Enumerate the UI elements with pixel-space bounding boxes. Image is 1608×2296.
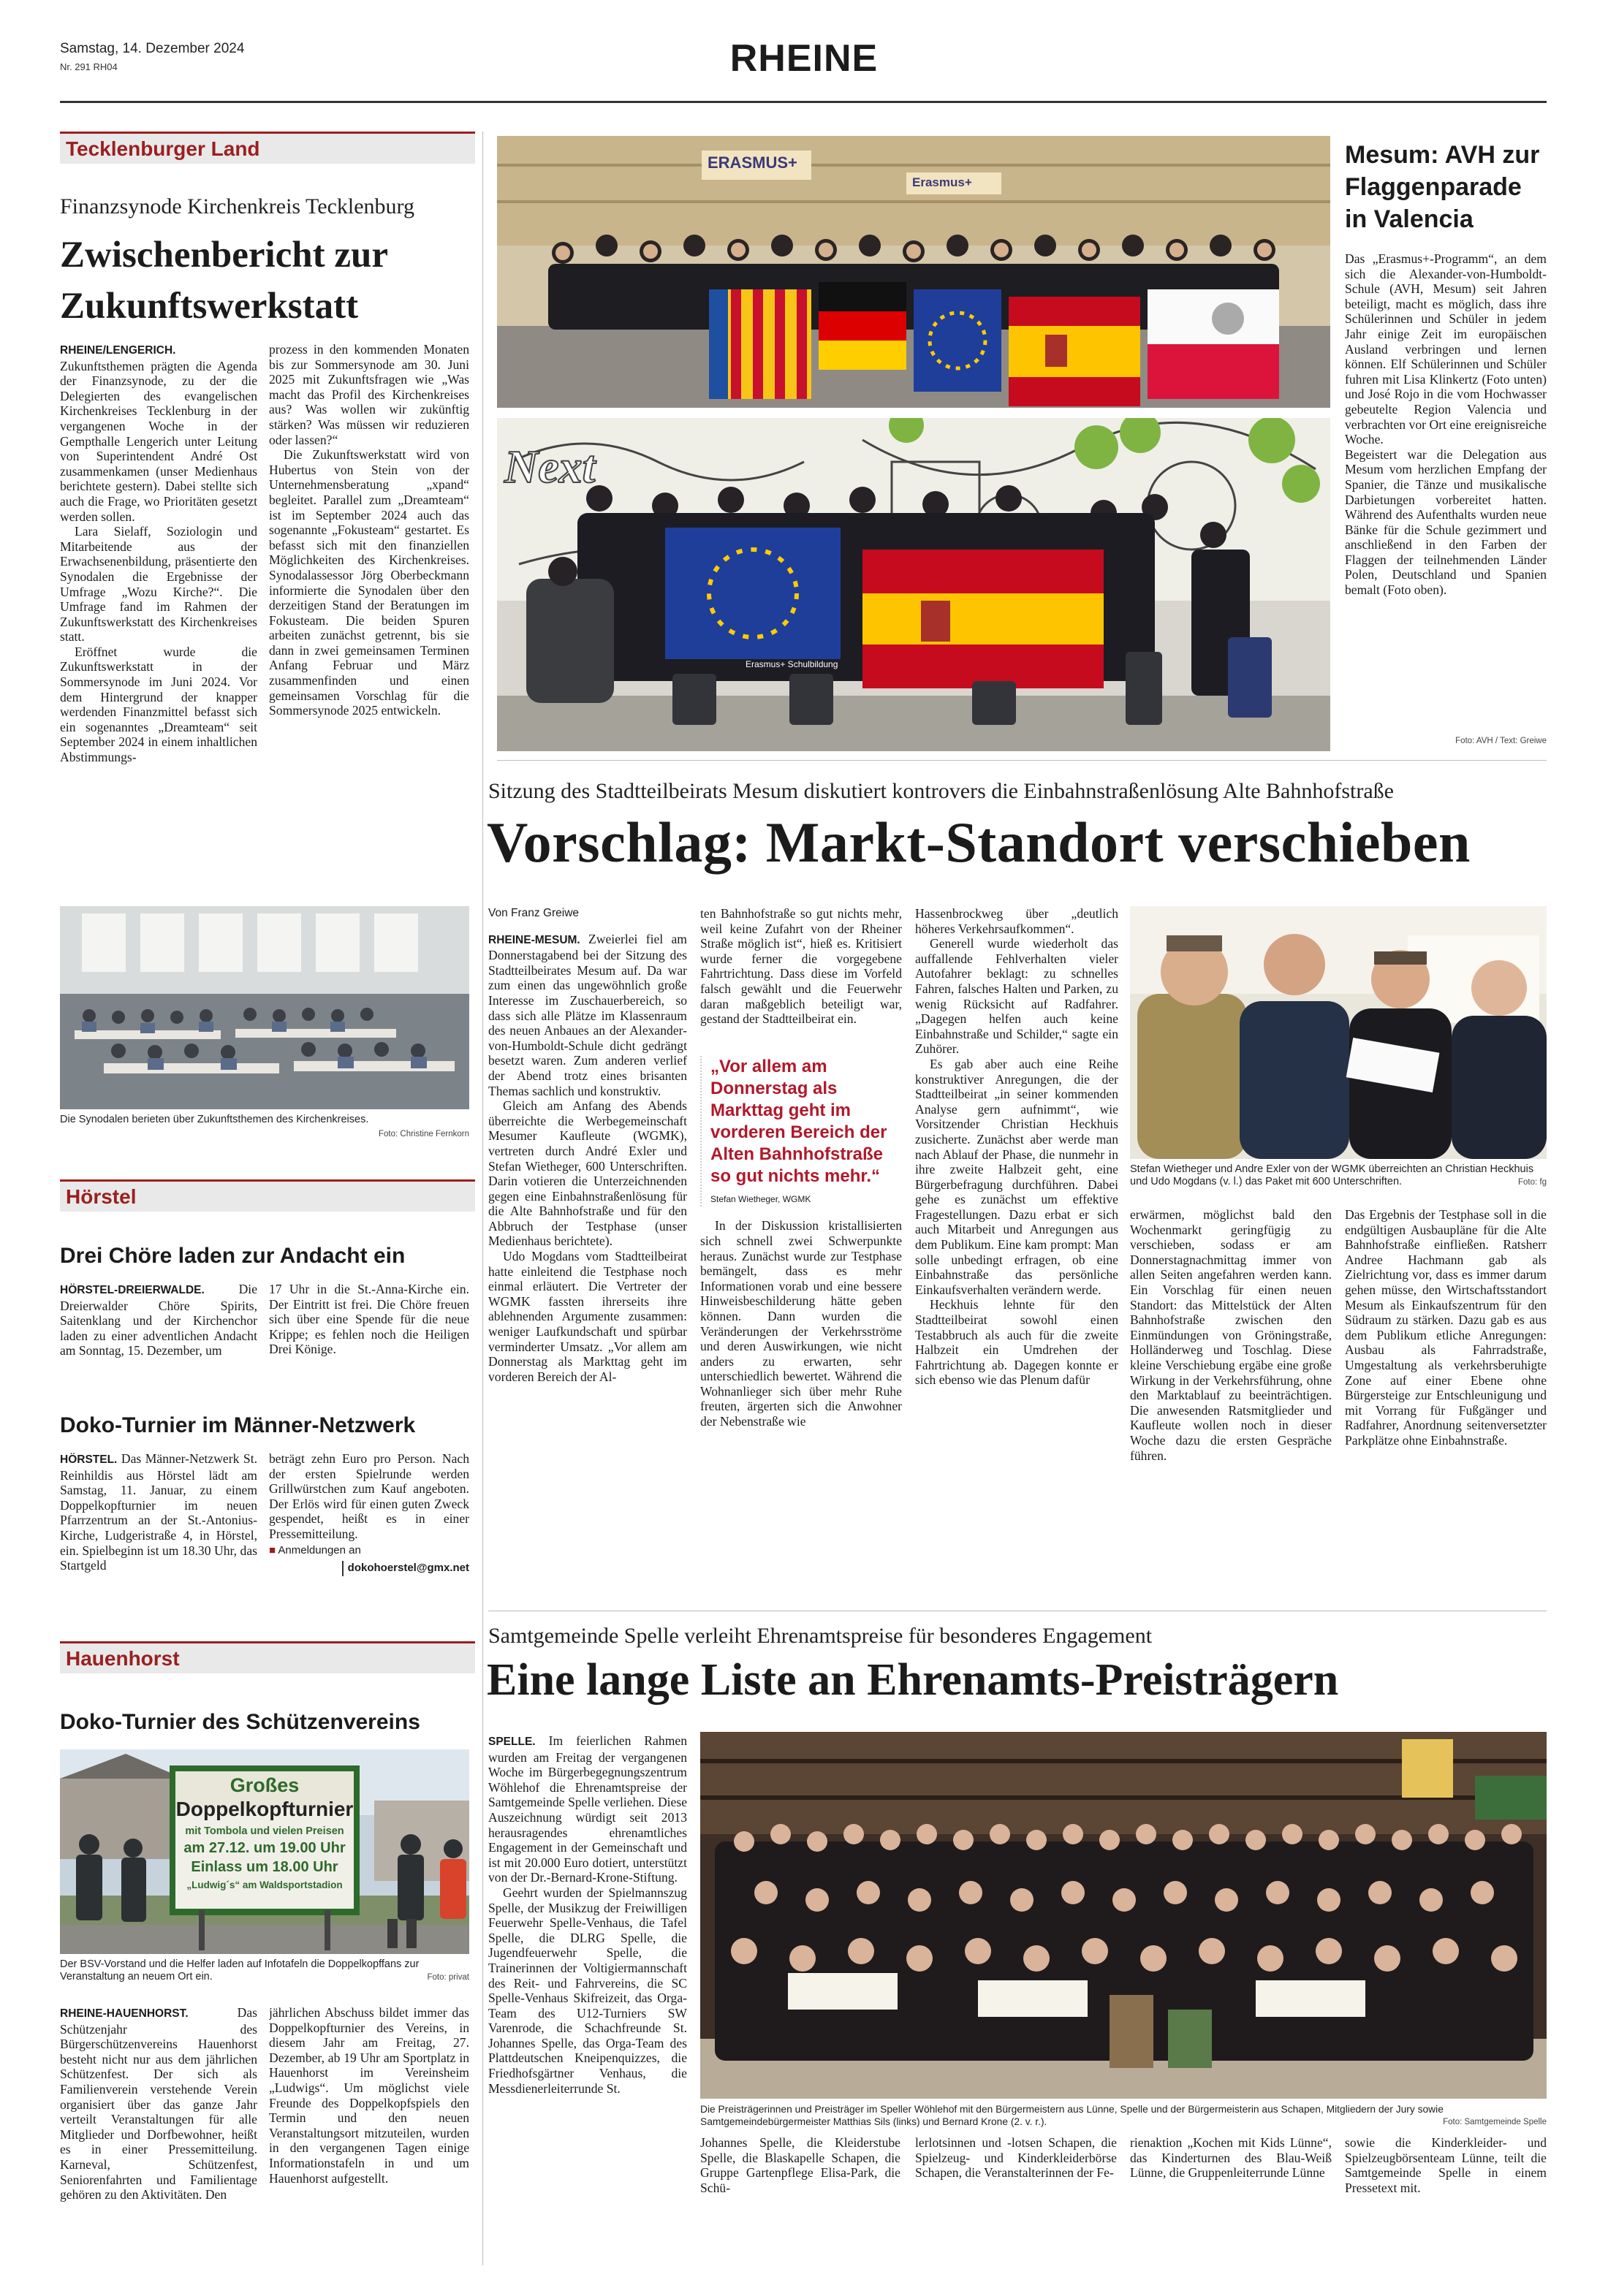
paragraph: Das „Erasmus+-Programm“, an dem sich die Alexander-von-Humboldt-Schule (AVH, Mesum) seit Jahren beteiligt, macht es möglich, dass ihre Schülerinnen und Schüler in jedem Jahr einige Zeit im europäischen Ausland verbringen und lernen können. Elf Schülerinnen und Schüler fuhren mit Lisa Klinkertz (Foto unten) und José Rojo in die vom Hochwasser gebeutelte Region Valencia und verbrachten vor Ort eine ereignisreiche Woche.: [1345, 251, 1547, 447]
synod-photo: [60, 906, 469, 1109]
issue-number: Nr. 291 RH04: [60, 61, 118, 72]
photo-caption: Die Preisträgerinnen und Preisträger im Speller Wöhlehof mit den Bürgermeistern aus Lünne, Spelle und der Bürgermeisterin aus Schapen, Mitgliedern der Jury sowie Samtgemeindebürgermeister Matthias Sils (links) und Bernard Krone (2. v. r.).: [700, 2104, 1444, 2127]
section-hauenhorst: Hauenhorst: [60, 1641, 475, 1673]
page-title: RHEINE: [729, 37, 879, 80]
sign-line: Einlass um 18.00 Uhr: [191, 1859, 338, 1875]
article-headline: Doko-Turnier im Männer-Netzwerk: [60, 1413, 416, 1437]
article-headline: Drei Chöre laden zur Andacht ein: [60, 1244, 406, 1268]
article-column: [915, 2135, 1117, 2181]
sign-subtitle: Doppelkopfturnier: [175, 1798, 354, 1820]
article-headline: Vorschlag: Markt-Standort verschieben: [487, 810, 1471, 874]
paragraph: Die Zukunftswerkstatt wird von Hubertus von Stein von der Unternehmensberatung „xpand“ begleitet. Parallel zum „Dreamteam“ ist im September 2024 auch das sogenannte „Fokusteam“ gestartet. Es befasst sich mit den finanziellen Möglichkeiten des Kirchenkreises. Synodalassessor Jörg Oberbeckmann informierte die Synodalen über den derzeitigen Stand der Beratungen im Fokusteam. Die beiden Spuren arbeiten zunächst getrennt, bis sie dann in zwei gemeinsamen Terminen Anfang Februar und März zusammenfinden und einen gemeinsamen Vorschlag für die Sommersynode 2025 entwickeln.: [269, 447, 469, 718]
paragraph: RHEINE-MESUM. Zweierlei fiel am Donnerstagabend bei der Sitzung des Stadtteilbeirates Mesum auf. Da war zum einen das ungewöhnlich große Interesse im Zuschauerbereich, so dass sich alle Plätze im Klassenraum des neuen Anbaues an der Alexander-von-Humboldt-Schule dicht gedrängt besetzt waren. Zum anderen verlief der Abend trotz eines brisanten Themas sachlich und konstruktiv.: [488, 931, 687, 1098]
article-column: [1130, 2135, 1332, 2181]
photo-credit: Foto: privat: [427, 1973, 469, 1982]
article-column: [700, 906, 902, 1429]
photo-credit: Foto: fg: [1518, 1178, 1547, 1187]
tournament-sign-photo: [60, 1749, 469, 1954]
paragraph: SPELLE. Im feierlichen Rahmen wurden am Freitag der vergangenen Woche im Bürgerbegegnungszentrum Wöhlehof die Ehrenamtspreise der Samtgemeinde Spelle verliehen. Diese Auszeichnung würdigt seit 2013 herausragendes ehrenamtliches Engagement in der Gemeinschaft und ist mit 20.000 Euro dotiert, unterstützt von der Dr.-Bernard-Krone-Stiftung.: [488, 1733, 687, 1885]
paragraph: Udo Mogdans vom Stadtteilbeirat hatte einleitend die Testphase noch einmal erläutert. Die Vertreter der WGMK fassten ihrerseits ihre ablehnenden Argumente zusammen: weniger Laufkundschaft und spürbar verminderter Umsatz. „Vor allem am Donnerstag als Markttag geht im vorderen Bereich der Al-: [488, 1249, 687, 1384]
paragraph: HÖRSTEL-DREIERWALDE. Die Dreierwalder Chöre Spirits, Saitenklang und der Kirchenchor laden zu einer adventlichen Andacht am Sonntag, 15. Dezember, um: [60, 1282, 257, 1358]
mural-lettering: Next: [504, 441, 596, 493]
registration-note: ■ Anmeldungen an: [269, 1543, 361, 1556]
article-column: [488, 906, 687, 1384]
masthead-rule: [60, 101, 1547, 103]
article-column: [488, 1733, 687, 2211]
paragraph: jährlichen Abschuss bildet immer das Doppelkopfturnier des Vereins, in diesem Jahr am Freitag, 27. Dezember, ab 19 Uhr am Sportplatz in Hauenhorst im Vereinsheim „Ludwigs“. Um möglichst viele Freunde des Doppelkopfspiels den Termin und den neuen Veranstaltungsort mitzuteilen, wurden in den vergangenen Tagen einige Informationstafeln in und um Hauenhorst aufgestellt.: [269, 2005, 469, 2186]
article-column: [269, 342, 469, 893]
paragraph: Es gab aber auch eine Reihe konstruktiver Anregungen, die der Stadtteilbeirat „in seiner kommenden Analyse gern aufnimmt“, wie Vorsitzender Christian Heckhuis zusicherte. Zunächst aber werde man nach Ablauf der Phase, die nunmehr in ihre zweite Halbzeit geht, eine Bürgerbefragung durchführen. Dabei gehe es zunächst um effektive Fragestellungen. Dazu erbat er sich auch Mitarbeit und Anregungen aus dem Publikum. Eine kam prompt: Man solle unbedingt erfragen, ob eine Einbahnstraße das persönliche Einkaufsverhalten verändern werde.: [915, 1056, 1118, 1297]
sign-title: Großes: [230, 1774, 300, 1796]
paragraph: Johannes Spelle, die Kleiderstube Spelle, die Blaskapelle Schapen, die Gruppe Gartenpflege Elisa-Park, die Schü-: [700, 2135, 900, 2195]
paragraph: lerlotsinnen und -lotsen Schapen, die Spielzeug- und Kinderkleiderbörse Schapen, die Veranstalterinnen der Fe-: [915, 2135, 1117, 2181]
article-kicker: Sitzung des Stadtteilbeirats Mesum diskutiert kontrovers die Einbahnstraßenlösung Alte Bahnhofstraße: [488, 779, 1394, 803]
erasmus-group-photo-bottom: [497, 418, 1330, 751]
paragraph: In der Diskussion kristallisierten sich schnell zwei Schwerpunkte heraus. Zunächst wurde zur Testphase bemängelt, dass es mehr Informationen vorab und eine bessere Hinweisbeschilderung hätte geben können. Dann wurden die Veränderungen der Verkehrsströme und deren Auswirkungen, wie nicht anders zu erwarten, sehr unterschiedlich bewertet. Während die Wohnanlieger sich über mehr Ruhe freuten, ärgerten sich die Anwohner der Nebenstraße wie: [700, 1218, 902, 1429]
article-column: [269, 1451, 469, 1576]
paragraph: Eröffnet wurde die Zukunftswerkstatt in der Sommersynode im Juni 2024. Vor dem Hintergrund der knapper werdenden Finanzmittel befasst sich ein sogenanntes „Dreamteam“ seit September 2024 in einem inhaltlichen Abstimmungs-: [60, 644, 257, 765]
paragraph: ten Bahnhofstraße so gut nichts mehr, weil keine Zufahrt von der Rheiner Straße möglich ist“, hieß es. Kritisiert wurde ferner die vorgegebene Fahrtrichtung. Dass diese im Vorfeld falsch gewählt und die Feuerwehr daran maßgeblich beteiligt war, gestand der Stadtteilbeirat ein.: [700, 906, 902, 1027]
article-headline: Eine lange Liste an Ehrenamts-Preisträgern: [487, 1655, 1339, 1705]
paragraph: Begeistert war die Delegation aus Mesum vom herzlichen Empfang der Spanier, die Tänze und musikalische Darbietungen vorbereitet hatten. Während des Aufenthalts wurden neue Bänke für die Schule gezimmert und anschließend in den Farben der Flaggen der teilnehmenden Länder Polen, Deutschland und Spanien bemalt (Foto oben).: [1345, 446, 1547, 598]
article-column: [700, 2135, 900, 2195]
photo-credit: Foto: AVH / Text: Greiwe: [1455, 737, 1547, 745]
erasmus-banner: ERASMUS+: [708, 153, 797, 172]
photo-caption: Der BSV-Vorstand und die Helfer laden auf Infotafeln die Doppelkopffans zur Veranstaltung an neuem Ort ein.: [60, 1958, 420, 1983]
sign-line: mit Tombola und vielen Preisen: [185, 1825, 344, 1837]
article-column: [1130, 1207, 1332, 1463]
paragraph: HÖRSTEL. Das Männer-Netzwerk St. Reinhildis aus Hörstel lädt am Samstag, 11. Januar, zu einem Doppelkopfturnier im neuen Pfarrzentrum an der St.-Antonius-Kirche, Ludgeristraße 4, in Hörstel, ein. Spielbeginn ist um 18.30 Uhr, das Startgeld: [60, 1451, 257, 1573]
article-headline: Doko-Turnier des Schützenvereins: [60, 1710, 420, 1734]
byline: Von Franz Greiwe: [488, 907, 580, 919]
paragraph: Hassenbrockweg über „deutlich höheres Verkehrsaufkommen“.: [915, 906, 1118, 936]
paragraph: Das Ergebnis der Testphase soll in die endgültigen Ausbaupläne für die Alte Bahnhofstraße einfließen. Ratsherr Andree Hachmann gab als Zielrichtung vor, dass es immer darum gehen müsse, den Wirtschaftsstandort Mesum als Einkaufszentrum für den Südraum zu stärken. Dazu gab es aus dem Publikum etliche Anregungen: Ausbau als Fahrradstraße, Umgestaltung als verkehrsberuhigte Zone auf einer Ebene ohne Bürgersteige zur Entschleunigung und mit Vorrang für Fußgänger und Radfahrer, Anordnung seitenversetzter Parkplätze ohne Einbahnstraße.: [1345, 1207, 1547, 1448]
paragraph: Gleich am Anfang des Abends überreichte die Werbegemeinschaft Mesumer Kaufleute (WGMK), vertreten durch André Exler und Stefan Wietheger, 600 Unterschriften. Darin votieren die Unterzeichnenden gegen eine Einbahnstraßenlösung für die Alte Bahnhofstraße und für den Abbruch der Testphase (unser Medienhaus berichtete).: [488, 1098, 687, 1249]
email-link[interactable]: dokohoerstel@gmx.net: [342, 1561, 469, 1576]
paragraph: prozess in den kommenden Monaten bis zur Sommersynode am 30. Juni 2025 mit Zukunftsfragen wie „Was macht das Profil des Kirchenkreises aus? Was wollen wir zukünftig stärken? Was müssen wir reduzieren oder lassen?“: [269, 342, 469, 447]
paragraph: rienaktion „Kochen mit Kids Lünne“, das Kinderturnen des Blau-Weiß Lünne, die Gruppenleiterrunde Lünne: [1130, 2135, 1332, 2181]
paragraph: RHEINE/LENGERICH. Zukunftsthemen prägten die Agenda der Finanzsynode, zu der die Delegierten des evangelischen Kirchenkreises Tecklenburg in der vergangenen Woche in der Gempthalle Lengerich unter Leitung von Superintendent André Ost zusammenkamen (unser Medienhaus berichtete gestern). Dabei stellte sich auch die Frage, wo Prioritäten gesetzt werden sollen.: [60, 344, 257, 524]
award-winners-group-photo: [700, 1732, 1547, 2099]
section-tecklenburger-land: Tecklenburger Land: [60, 132, 475, 164]
paragraph: beträgt zehn Euro pro Person. Nach der ersten Spielrunde werden Grillwürstchen zum Kauf angeboten. Der Erlös wird für einen guten Zweck gespendet, heißt es in einer Pressemitteilung.: [269, 1451, 469, 1541]
paragraph: 17 Uhr in die St.-Anna-Kirche ein. Der Eintritt ist frei. Die Chöre freuen sich über eine Spende für die neue Krippe; es fehlen noch die Heiligen Drei Könige.: [269, 1282, 469, 1357]
pull-quote-text: „Vor allem am Donnerstag als Markttag geht im vorderen Bereich der Alten Bahnhofstraße so gut nichts mehr.“: [710, 1056, 887, 1186]
article-column: [60, 2005, 257, 2261]
paragraph: Generell wurde wiederholt das auffallende Fehlverhalten vieler Autofahrer beklagt: zu schnelles Fahren, falsches Halten und Parken, zu wenig Rücksicht auf Radfahrer. „Dagegen helfen auch keine Einbahnstraße und Schilder,“ sagte ein Zuhörer.: [915, 936, 1118, 1057]
article-column: [60, 1451, 257, 1573]
article-column: [60, 1282, 257, 1358]
article-column: [269, 1282, 469, 1357]
erasmus-group-photo-top: [497, 136, 1330, 408]
pull-quote: [700, 1056, 902, 1207]
signatures-handover-photo: [1130, 906, 1547, 1159]
photo-credit: Foto: Samtgemeinde Spelle: [1443, 2118, 1547, 2126]
photo-caption: Stefan Wietheger und Andre Exler von der WGMK überreichten an Christian Heckhuis und Udo Mogdans (v. l.) das Paket mit 600 Unterschriften.: [1130, 1163, 1534, 1187]
paragraph: Heckhuis lehnte für den Stadtteilbeirat sowohl einen Testabbruch als auch für die zweite Halbzeit ein Umdrehen der Fahrtrichtung ab. Dagegen konnte er sich ebenso wie das Plenum dafür: [915, 1297, 1118, 1388]
headline-line: Zukunftswerkstatt: [60, 286, 359, 327]
article-column: [1345, 251, 1547, 598]
section-rule: [497, 760, 1547, 761]
photo-caption: Die Synodalen berieten über Zukunftsthemen des Kirchenkreises.: [60, 1114, 369, 1125]
headline-line: Zwischenbericht zur: [60, 235, 389, 275]
article-headline: Mesum: AVH zur Flaggenparade in Valencia: [1345, 141, 1540, 233]
article-kicker: Samtgemeinde Spelle verleiht Ehrenamtspreise für besonderes Engagement: [488, 1624, 1153, 1648]
paragraph: Geehrt wurden der Spielmannszug Spelle, der Musikzug der Freiwilligen Feuerwehr Spelle-Venhaus, die Tafel Spelle, die DLRG Spelle, die Jugendfeuerwehr Spelle, die Trainerinnen der Voltigiermannschaft des Reit- und Fahrvereins, die SC Spelle-Venhaus Skifreizeit, das Orga-Team des U12-Turniers SW Varenrode, die Schachfreunde St. Johannes Spelle, das Orga-Team des Plattdeutschen Kneipenquizzes, die Friedhofsgärtner Venhaus, die Messdienerleiterrunde St.: [488, 1885, 687, 2096]
paragraph: Lara Sielaff, Soziologin und Mitarbeitende aus der Erwachsenenbildung, präsentierte den Synodalen die Ergebnisse der Umfrage „Wozu Kirche?“. Die Umfrage fand im Rahmen der Zukunftswerkstatt des Kirchenkreises statt.: [60, 524, 257, 645]
erasmus-banner: Erasmus+: [912, 175, 972, 189]
pull-quote-author: Stefan Wietheger, WGMK: [710, 1193, 811, 1204]
article-column: [269, 2005, 469, 2261]
article-column: [915, 906, 1118, 1388]
article-column: [1345, 1207, 1547, 1448]
paragraph: sowie die Kinderkleider- und Spielzeugbörsenteam Lünne, teilt die Samtgemeinde Spelle in einem Pressetext mit.: [1345, 2135, 1547, 2195]
flag-label: Erasmus+ Schulbildung: [746, 659, 838, 669]
photo-credit: Foto: Christine Fernkorn: [379, 1130, 469, 1139]
paragraph: RHEINE-HAUENHORST. Das Schützenjahr des Bürgerschützenvereins Hauenhorst besteht nicht nur aus dem jährlichen Schützenfest. Der sich als Familienverein verstehende Verein organisiert über das ganze Jahr verteilt Veranstaltungen für alle Mitglieder und Dorfbewohner, heißt es in einer Pressemitteilung. Karneval, Schützenfest, Seniorenfahrten und Familientage gehören zu den Aktivitäten. Den: [60, 2005, 257, 2202]
issue-date: Samstag, 14. Dezember 2024: [60, 41, 245, 56]
column-rule: [482, 132, 483, 2265]
article-column: [1345, 2135, 1547, 2195]
article-headline: [60, 229, 388, 332]
article-column: [60, 342, 257, 893]
section-hoerstel: Hörstel: [60, 1179, 475, 1212]
sign-line: am 27.12. um 19.00 Uhr: [183, 1840, 346, 1856]
sign-line: „Ludwig´s“ am Waldsportstadion: [186, 1879, 343, 1890]
article-kicker: Finanzsynode Kirchenkreis Tecklenburg: [60, 194, 414, 218]
paragraph: erwärmen, möglichst bald den Wochenmarkt geringfügig zu verschieben, sodass er am Donnerstagnachmittag immer von allen Seiten angefahren werden kann. Ein Vorschlag für einen neuen Standort: das Mittelstück der Alten Bahnhofstraße zwischen den Einmündungen von Gröningstraße, Holländerweg und Toschlag. Diese kleine Verschiebung ergäbe eine große Wirkung in der Verkehrsführung, ohne den Marktablauf zu beeinträchtigen. Die anwesenden Ratsmitglieder und Kaufleute wollen noch in dieser Woche dazu die ersten Gespräche führen.: [1130, 1207, 1332, 1463]
